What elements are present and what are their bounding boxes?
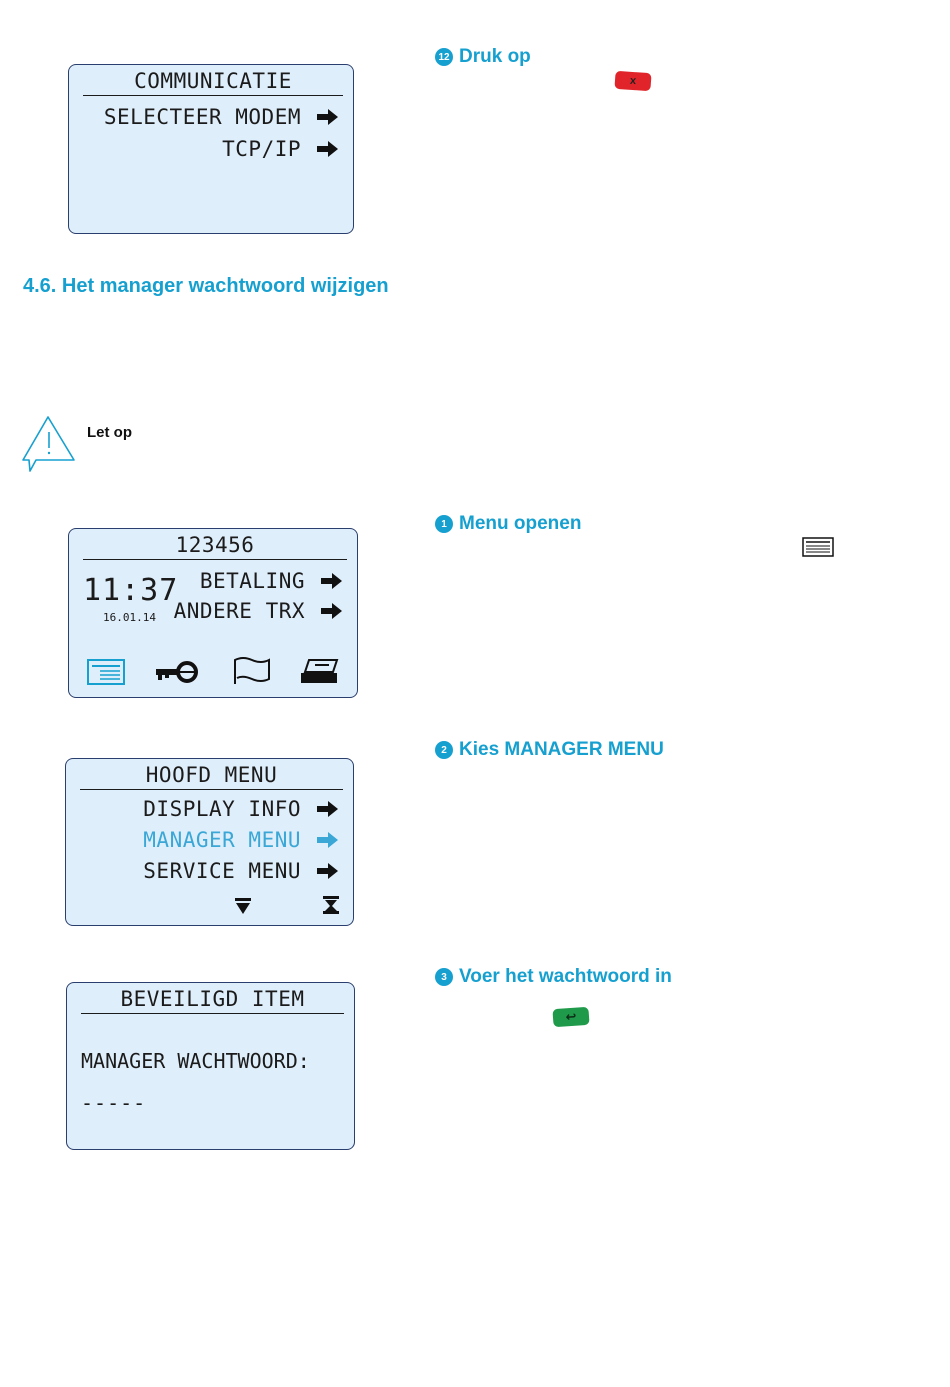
menu-row-tcpip [222,135,339,163]
idle-screen [68,528,358,698]
enter-key-icon [552,1007,589,1027]
communicatie-screen [68,64,354,234]
step-number: 1 [435,515,453,533]
arrow-right-icon [315,108,339,126]
arrow-right-icon [315,140,339,158]
step-number: 2 [435,741,453,759]
menu-key-icon [802,537,834,562]
step-title: Menu openen [459,513,582,534]
beveiligd-screen [66,982,355,1150]
menu-icon [87,659,125,689]
enter-key-label: ↩ [565,1008,577,1025]
password-prompt: MANAGER WACHTWOORD: [81,1049,310,1073]
password-input[interactable]: ----- [81,1091,147,1115]
section-heading: 4.6. Het manager wachtwoord wijzigen [23,275,389,297]
menu-row-label: TCP/IP [222,137,301,161]
step-title: Kies MANAGER MENU [459,739,664,760]
menu-row-label: SERVICE MENU [143,859,301,883]
menu-row-label: MANAGER MENU [143,828,301,852]
screen-title: HOOFD MENU [80,761,343,790]
arrow-right-icon [319,572,343,590]
cancel-key-label: x [629,74,637,88]
menu-row-label: SELECTEER MODEM [103,105,301,129]
menu-row-service-menu [143,857,339,885]
step-number: 3 [435,968,453,986]
down-icon [234,897,252,919]
menu-row-display-info [143,795,339,823]
key-icon [155,659,199,689]
step-1-heading [435,513,581,535]
flag-icon [233,657,271,689]
menu-row-selecteer-modem [104,103,339,131]
step-2-heading [435,739,664,761]
menu-row-label: DISPLAY INFO [143,797,301,821]
printer-icon [299,657,341,689]
menu-row-betaling [200,567,343,595]
screen-title: BEVEILIGD ITEM [81,985,344,1014]
menu-row-manager-menu [143,826,339,854]
step-3-heading [435,966,672,988]
cancel-key-icon [614,71,651,91]
arrow-right-icon [315,831,339,849]
step-number: 12 [435,48,453,66]
hoofdmenu-screen [65,758,354,926]
screen-title: COMMUNICATIE [83,67,343,96]
warning-icon [22,414,78,479]
arrow-right-icon [315,800,339,818]
screen-title: 123456 [83,531,347,560]
clock-time: 11:37 [83,573,179,608]
step-title: Voer het wachtwoord in [459,966,672,987]
clock-date: 16.01.14 [103,611,156,624]
arrow-right-icon [315,862,339,880]
step-title: Druk op [459,46,531,67]
menu-row-label: BETALING [199,569,305,593]
menu-row-label: ANDERE TRX [173,599,305,623]
arrow-right-icon [319,602,343,620]
menu-row-andere-trx [174,597,343,625]
note-label: Let op [87,424,132,441]
end-icon [322,895,340,919]
step-12-heading [435,46,531,68]
